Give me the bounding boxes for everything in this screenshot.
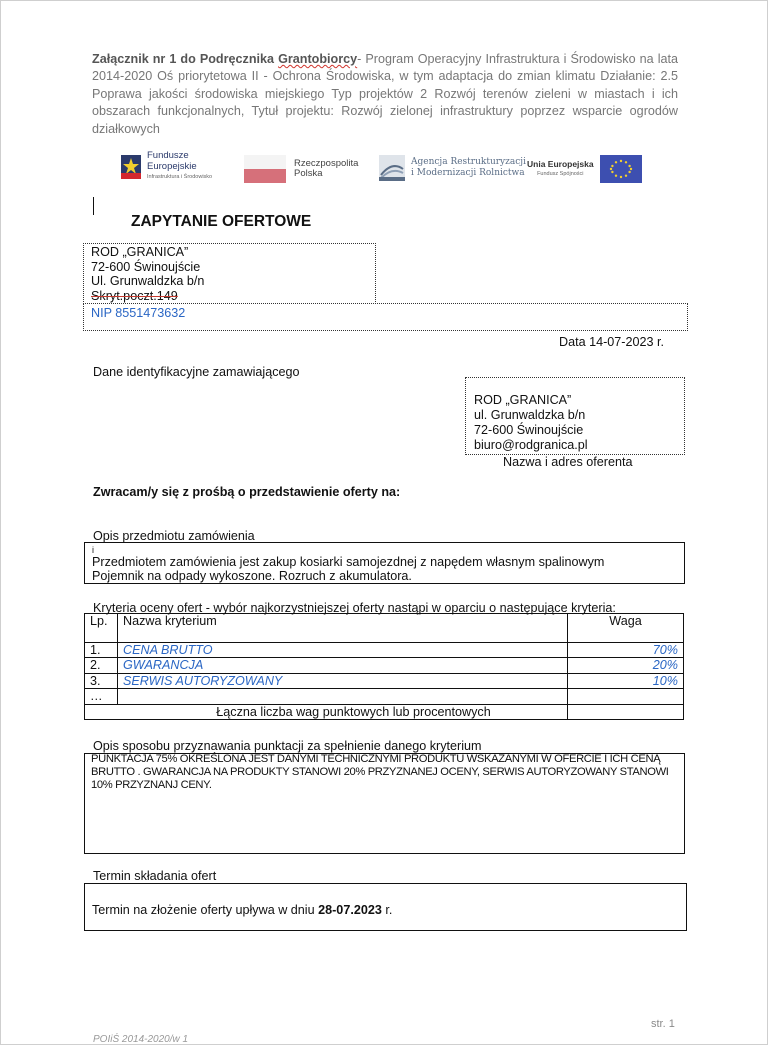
row-empty <box>568 689 684 704</box>
zamawiajacy-line: ROD „GRANICA” <box>91 245 189 259</box>
row-lp: 3. <box>85 673 118 688</box>
row-lp: 2. <box>85 658 118 673</box>
row-name: GWARANCJA <box>118 658 568 673</box>
text-cursor <box>93 197 94 215</box>
termin-label: Termin składania ofert <box>93 869 217 883</box>
kryteria-table <box>84 613 684 720</box>
fe-line2: Europejskie <box>147 160 197 172</box>
rp-line1: Rzeczpospolita <box>294 157 359 169</box>
termin-date: 28-07.2023 <box>318 903 382 917</box>
document-date: Data 14-07-2023 r. <box>559 335 665 349</box>
row-waga: 20% <box>568 658 684 673</box>
fe-line1: Fundusze <box>147 150 189 161</box>
table-row <box>85 643 684 658</box>
termin-prefix: Termin na złożenie oferty upływa w dniu <box>92 903 319 917</box>
row-ellipsis: … <box>85 689 118 704</box>
page-title: ZAPYTANIE OFERTOWE <box>131 213 312 230</box>
row-name: SERWIS AUTORYZOWANY <box>118 673 568 688</box>
header-name: Nazwa kryterium <box>118 614 568 643</box>
punktacja-text: PUNKTACJA 75% OKREŚLONA JEST DANYMI TECHNICZNYMI PRODUKTU WSKAZANYMI W OFERCIE I ICH CENĄ BRUTTO . GWARANCJA NA PRODUKTY STANOWI 20% PRZYZNANEJ OCENY, SERWIS AUTORYZOWANY STANOWI 10% PRZYZNANJ CENY. <box>91 753 669 791</box>
nip-number: NIP 8551473632 <box>91 306 186 320</box>
ar-line1: Agencja Restrukturyzacji <box>411 157 526 167</box>
zamawiajacy-line: 72-600 Świnoujście <box>91 259 201 274</box>
fe-star-icon <box>121 155 141 179</box>
total-label: Łączna liczba wag punktowych lub procentowych <box>85 704 568 719</box>
row-waga: 10% <box>568 673 684 688</box>
opis-marker: i <box>92 545 94 555</box>
row-waga: 70% <box>568 643 684 658</box>
opis-line2: Pojemnik na odpady wykoszone. Rozruch z akumulatora. <box>92 569 412 584</box>
opis-text <box>92 545 604 583</box>
kryteria-label: Kryteria oceny ofert - wybór najkorzystniejszej oferty nastąpi w oparciu o następujące kryteria: <box>93 601 616 615</box>
page-number: str. 1 <box>651 1018 675 1030</box>
termin-suffix: r. <box>381 903 393 917</box>
oferent-email: biuro@rodgranica.pl <box>474 438 588 452</box>
fe-sub: Infrastruktura i Środowisko <box>147 174 213 180</box>
fundusze-europejskie-logo <box>121 151 212 183</box>
row-empty <box>118 689 568 704</box>
table-header-row <box>85 614 684 643</box>
table-total-row <box>85 704 684 719</box>
eu-flag-icon <box>600 155 642 183</box>
rzeczpospolita-logo <box>244 155 358 183</box>
arimr-logo <box>379 155 526 181</box>
arimr-emblem-icon <box>379 155 405 181</box>
zamawiajacy-label: Dane identyfikacyjne zamawiającego <box>93 365 300 379</box>
total-value <box>568 704 684 719</box>
termin-text <box>92 903 392 917</box>
ue-line1: Unia Europejska <box>527 159 594 169</box>
header-rest: - Program Operacyjny Infrastruktura i Środowisko na lata 2014-2020 Oś priorytetowa II - Ochrona Środowiska, w tym adaptacja do zmian klimatu Działanie: 2.5 Poprawa jakości środowiska miejskiego Typ projektów 2 Rozwój terenów zieleni w miastach i ich obszarach funkcjonalnych, Tytuł projektu: Rozwój zielonej infrastruktury poprzez wsparcie ogrodów działkowych <box>92 52 678 136</box>
opis-line1: Przedmiotem zamówienia jest zakup kosiarki samojezdnej z napędem własnym spalinowym <box>92 555 605 569</box>
header-lp: Lp. <box>85 614 118 643</box>
punktacja-label: Opis sposobu przyznawania punktacji za spełnienie danego kryterium <box>93 739 482 753</box>
zamawiajacy-line: Ul. Grunwaldzka b/n <box>91 274 205 289</box>
ar-line2: i Modernizacji Rolnictwa <box>411 168 525 178</box>
oferent-line: ul. Grunwaldzka b/n <box>474 408 586 422</box>
header-misspelled-word: Grantobiorcy <box>278 52 358 66</box>
zamawiajacy-struck-line: Skryt.poczt.149 <box>91 288 178 303</box>
table-row <box>85 658 684 673</box>
row-lp: 1. <box>85 643 118 658</box>
ue-sub: Fundusz Spójności <box>537 171 584 177</box>
oferent-line: 72-600 Świnoujście <box>474 423 584 437</box>
table-row <box>85 673 684 688</box>
unia-europejska-logo <box>527 155 642 183</box>
zamawiajacy-address <box>91 245 204 303</box>
oferent-caption: Nazwa i adres oferenta <box>503 455 633 469</box>
page-footer: POIiŚ 2014-2020/w 1 <box>93 1034 189 1044</box>
oferent-address <box>474 393 588 453</box>
request-heading: Zwracam/y się z prośbą o przedstawienie oferty na: <box>93 485 401 499</box>
row-name: CENA BRUTTO <box>118 643 568 658</box>
document-header <box>92 51 678 138</box>
oferent-line: ROD „GRANICA” <box>474 393 572 407</box>
table-row <box>85 689 684 704</box>
opis-label: Opis przedmiotu zamówienia <box>93 529 255 543</box>
rp-line2: Polska <box>294 168 323 179</box>
header-waga: Waga <box>568 614 684 643</box>
header-bold-prefix: Załącznik nr 1 do Podręcznika <box>92 52 275 66</box>
logo-strip <box>121 149 651 189</box>
polish-flag-icon <box>244 155 286 183</box>
